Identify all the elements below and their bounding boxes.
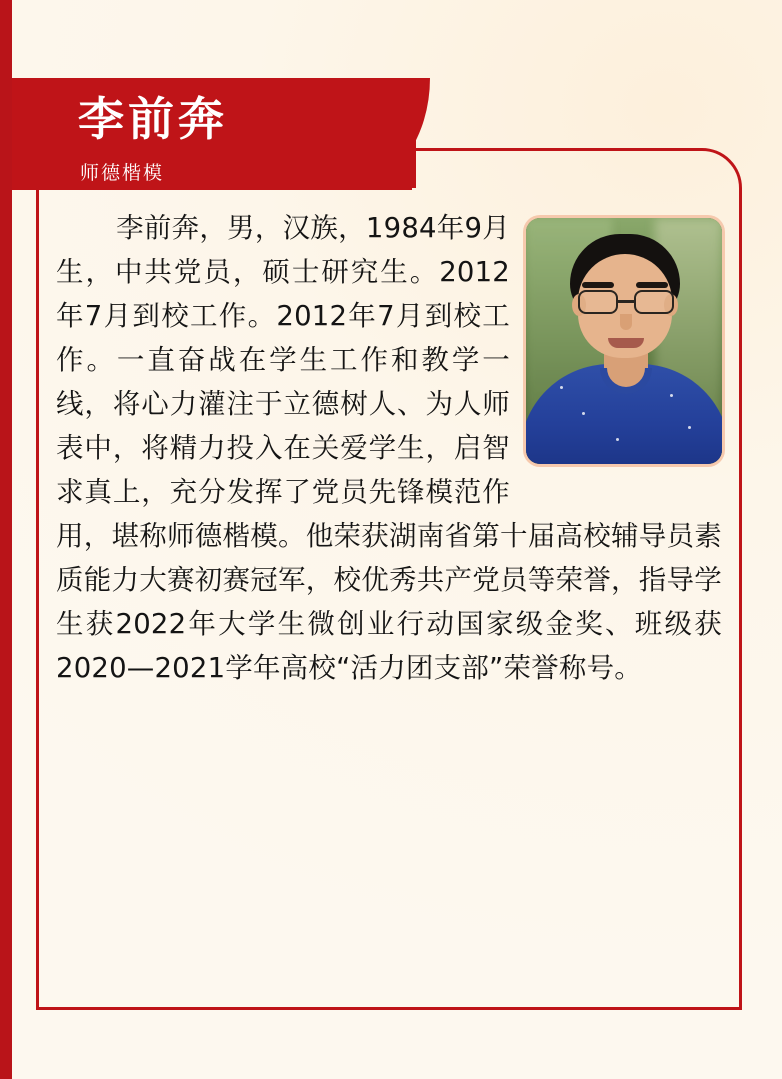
portrait-mouth	[608, 338, 644, 348]
person-honor-title: 师德楷模	[80, 163, 165, 184]
portrait-nose	[620, 314, 632, 330]
bio-content	[56, 206, 722, 986]
banner-frame-mask	[12, 146, 412, 190]
portrait-glasses	[576, 290, 676, 314]
glasses-bridge	[618, 300, 634, 303]
glasses-lens-left	[578, 290, 618, 314]
portrait-brow-left	[582, 282, 614, 288]
person-name: 李前奔	[78, 93, 228, 145]
glasses-lens-right	[634, 290, 674, 314]
portrait-photo	[526, 218, 722, 464]
bio-paragraph-text: 李前奔，男，汉族，1984年9月生，中共党员，硕士研究生。2012年7月到校工作。2012年7月到校工作。一直奋战在学生工作和教学一线，将心力灌注于立德树人、为人师表中，将精力投入在关爱学生，启智求真上，充分发挥了党员先锋模范作用，堪称师德楷模。他荣获湖南省第十届高校辅导员素质能力大赛初赛冠军，校优秀共产党员等荣誉，指导学生获2022年大学生微创业行动国家级金奖、班级获2020—2021学年高校“活力团支部”荣誉称号。	[56, 212, 722, 684]
portrait-brow-right	[636, 282, 668, 288]
left-red-bar	[0, 0, 12, 1079]
